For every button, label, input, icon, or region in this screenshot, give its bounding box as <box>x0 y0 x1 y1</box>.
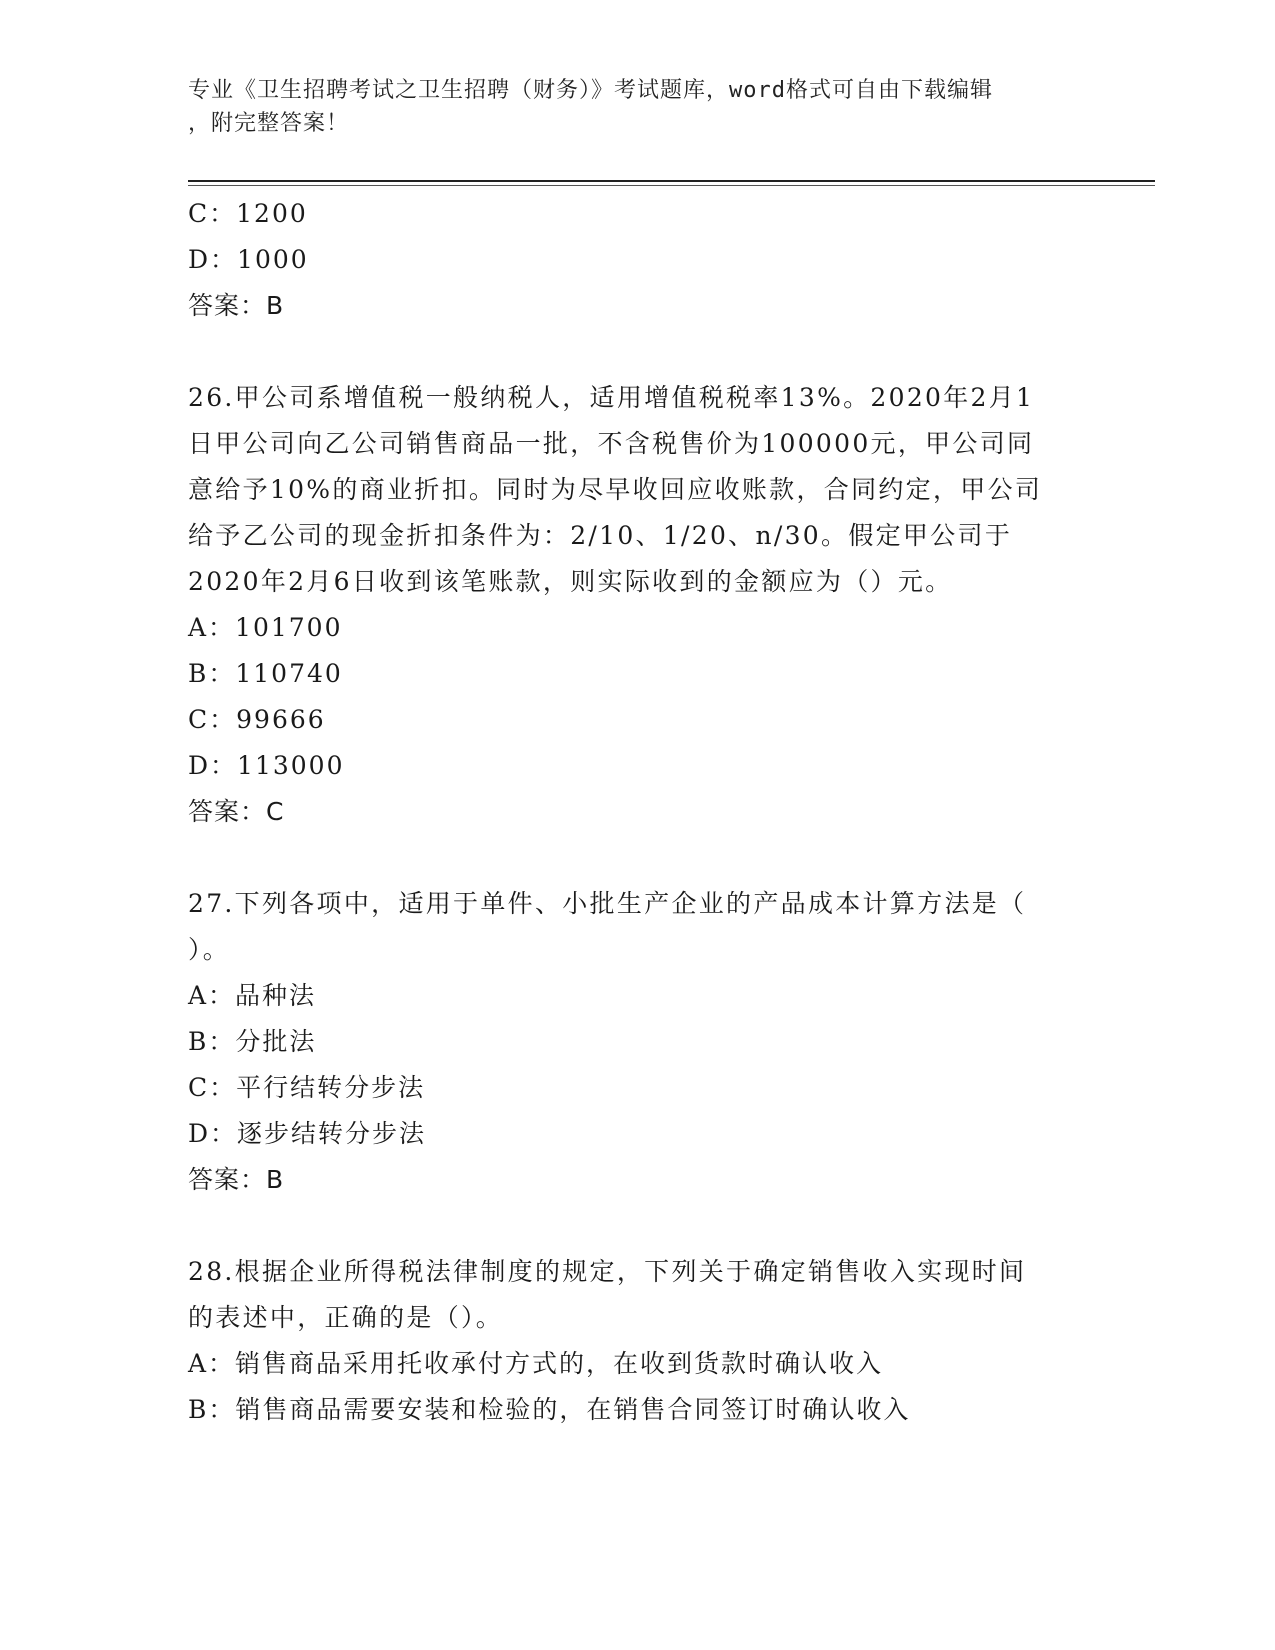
q25-answer: 答案：B <box>188 291 285 320</box>
header-line-2: ，附完整答案！ <box>188 111 350 136</box>
q27-option-b: B：分批法 <box>188 1027 317 1056</box>
q27-answer: 答案：B <box>188 1165 285 1194</box>
question-content <box>188 191 1088 1433</box>
question-26 <box>188 375 1088 835</box>
spacer <box>188 329 1088 375</box>
q26-stem-line: 日甲公司向乙公司销售商品一批，不含税售价为100000元，甲公司同 <box>188 429 1035 458</box>
header-rule-thin <box>188 185 1155 186</box>
q26-stem-line: 26.甲公司系增值税一般纳税人，适用增值税税率13%。2020年2月1 <box>188 383 1035 412</box>
spacer <box>188 1203 1088 1249</box>
q26-option-d: D：113000 <box>188 751 345 780</box>
q26-option-a: A：101700 <box>188 613 343 642</box>
document-header <box>188 74 1068 140</box>
q25-option-c: C：1200 <box>188 199 308 228</box>
header-line-1: 专业《卫生招聘考试之卫生招聘（财务）》考试题库，word格式可自由下载编辑 <box>188 78 993 103</box>
q28-option-a: A：销售商品采用托收承付方式的，在收到货款时确认收入 <box>188 1349 884 1378</box>
q26-option-b: B：110740 <box>188 659 343 688</box>
q25-option-d: D：1000 <box>188 245 309 274</box>
question-25-tail <box>188 191 1088 329</box>
q28-stem-line: 28.根据企业所得税法律制度的规定，下列关于确定销售收入实现时间 <box>188 1257 1027 1286</box>
q28-stem-line: 的表述中，正确的是（）。 <box>188 1303 504 1332</box>
q27-stem-line: 27.下列各项中，适用于单件、小批生产企业的产品成本计算方法是（ <box>188 889 1027 918</box>
question-27 <box>188 881 1088 1203</box>
q26-stem-line: 意给予10%的商业折扣。同时为尽早收回应收账款，合同约定，甲公司 <box>188 475 1043 504</box>
q26-stem-line: 给予乙公司的现金折扣条件为：2/10、1/20、n/30。假定甲公司于 <box>188 521 1013 550</box>
question-28 <box>188 1249 1088 1433</box>
q26-stem-line: 2020年2月6日收到该笔账款，则实际收到的金额应为（）元。 <box>188 567 953 596</box>
q27-option-d: D：逐步结转分步法 <box>188 1119 427 1148</box>
q28-option-b: B：销售商品需要安装和检验的，在销售合同签订时确认收入 <box>188 1395 911 1424</box>
q26-answer: 答案：C <box>188 797 285 826</box>
q27-stem-line: ）。 <box>188 935 231 964</box>
q26-option-c: C：99666 <box>188 705 326 734</box>
q27-option-a: A：品种法 <box>188 981 317 1010</box>
spacer <box>188 835 1088 881</box>
header-rule-thick <box>188 180 1155 182</box>
q27-option-c: C：平行结转分步法 <box>188 1073 426 1102</box>
